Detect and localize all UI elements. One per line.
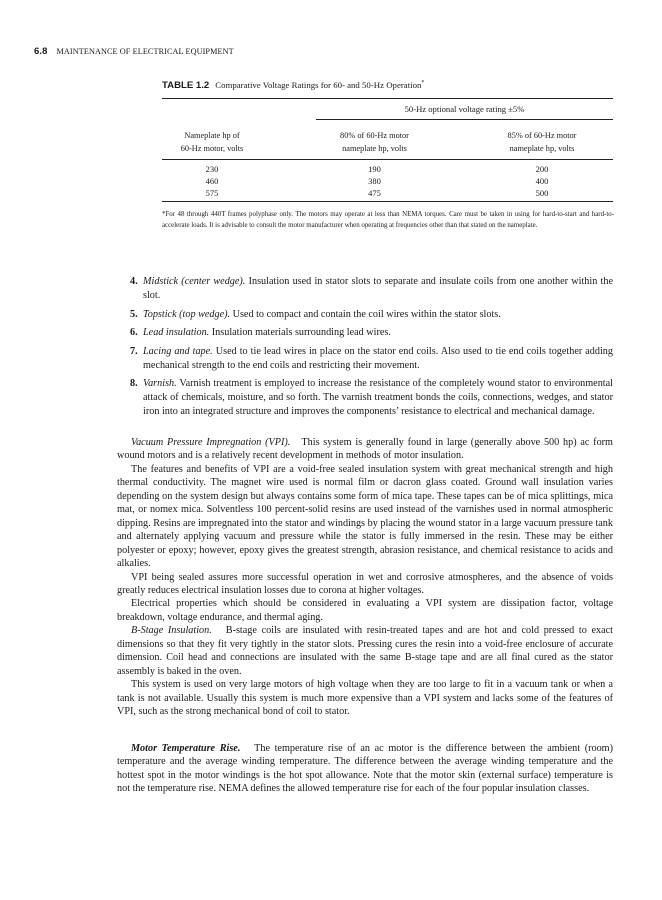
list-item-term: Lacing and tape. [143, 345, 213, 357]
list-item [131, 345, 613, 373]
section-heading: Motor Temperature Rise. [131, 743, 241, 754]
list-item [131, 308, 613, 322]
table-cell: 500 [535, 188, 549, 198]
list-item-number: 5. [130, 308, 138, 320]
table-cell: 200 [535, 164, 549, 174]
page-number: 6.8 [34, 46, 48, 57]
table-caption [162, 80, 424, 91]
paragraph: Electrical properties which should be considered in evaluating a VPI system are dissipation factor, voltage breakdown, voltage endurance, and thermal aging. [117, 598, 613, 623]
running-head [34, 46, 234, 57]
table-title: Comparative Voltage Ratings for 60- and 50-Hz Operation [215, 80, 422, 90]
section-heading: Vacuum Pressure Impregnation (VPI). [131, 437, 291, 448]
column-header-line: Nameplate hp of [184, 131, 240, 140]
paragraph-text: B-stage coils are insulated with resin-treated tapes and are hot and cold pressed to exact dimensions so that they fit very tightly in the stator slots. Pressing cures the resin into a void-free enclosure of accurate dimension. Coil head and connections are insulated with the same B-stage tape and are all final cured as the stator assembly is baked in the oven. [117, 625, 613, 677]
paragraph [117, 742, 613, 796]
temperature-rise-section [117, 742, 613, 796]
paragraph [117, 624, 613, 678]
table-cell: 190 [368, 164, 381, 174]
paragraph-text: The temperature rise of an ac motor is the difference between the ambient (room) temperature and the average winding temperature. The difference between the average winding temperature and the hottest spot in the motor windings is the hot spot allowance. Note that the motor skin (external surface) temperature is not the temperature rise. NEMA defines the allowed temperature rise for each of the four popular insulation classes. [117, 743, 613, 795]
column-header-line: nameplate hp, volts [342, 144, 407, 153]
list-item-text: Used to compact and contain the coil wires within the stator slots. [232, 308, 501, 320]
table-label: TABLE 1.2 [162, 80, 210, 91]
table-cell: 400 [535, 176, 549, 186]
list-item-number: 8. [130, 378, 138, 390]
column-header-line: nameplate hp, volts [509, 144, 575, 153]
table-bottom-rule [162, 201, 613, 202]
table-column-header [471, 129, 613, 155]
table-column-header [316, 129, 433, 155]
column-header-line: 60-Hz motor, volts [180, 144, 244, 153]
list-item-term: Topstick (top wedge). [143, 308, 231, 320]
table-top-rule [162, 98, 613, 99]
column-header-line: 80% of 60-Hz motor [340, 131, 409, 140]
list-item-term: Lead insulation. [143, 327, 210, 339]
list-item-term: Midstick (center wedge). [143, 276, 246, 287]
table-footnote: *For 48 through 440T frames polyphase only. The motors may operate at less than NEMA torques. Care must be taken in using for hard-to-start and hard-to-accelerate loads. It is advisable to consult the motor manufacturer when operating at frequencies other than that stated on the nameplate. [162, 211, 614, 230]
list-item-term: Varnish. [143, 378, 177, 390]
list-item-text: Varnish treatment is employed to increase the resistance of the completely wound stator to environmental attack of chemicals, moisture, and so forth. The varnish treatment bonds the coils, connections, wedges, and stator iron into an integrated structure and improves the components’ resistance to electrical and mechanical damage. [143, 378, 613, 418]
paragraph: This system is used on very large motors of high voltage when they are too large to fit in a vacuum tank or when a tank is not available. Usually this system is much more expensive than a VPI system and lacks some of the features of VPI, such as the strong mechanical bond of coil to stator. [117, 679, 613, 718]
table-group-rule [316, 119, 613, 120]
list-item [131, 275, 613, 303]
paragraph-text: This system is generally found in large (generally above 500 hp) ac form wound motors and is a relatively recent development in methods of motor insulation. [117, 437, 613, 462]
list-item-number: 6. [130, 327, 138, 339]
list-item-number: 4. [130, 276, 138, 287]
list-item-number: 7. [130, 345, 138, 357]
list-item-text: Used to tie lead wires in place on the stator end coils. Also used to tie end coils together adding mechanical strength to the end coils and restricting their movement. [143, 345, 613, 371]
table-cell: 475 [368, 188, 381, 198]
list-item-text: Insulation materials surrounding lead wires. [211, 327, 391, 339]
table-cell: 460 [205, 176, 219, 186]
table-cell: 230 [205, 164, 219, 174]
paragraph: The features and benefits of VPI are a void-free sealed insulation system with great mechanical strength and high thermal conductivity. The magnet wire used is normal film or dacron glass coated. Ground wall insulation varies depending on the system design but always contains some form of mica tape. These tapes can be of mica splittings, mica mat, or nomex mica. Solventless 100 percent-solid resins are used instead of the varnishes used in normal atmospheric dipping. Resins are impregnated into the stator and windings by placing the wound stator in a large vacuum pressure tank and alternately applying vacuum and pressure while the stator is fully immersed in the resin. These may be either polyester or epoxy; however, epoxy gives the greatest strength, abrasion resistance, and chemical resistance to acids and alkalies. [117, 463, 613, 570]
numbered-list [131, 275, 613, 424]
table-caption-marker: * [421, 80, 425, 87]
table-column-header [162, 129, 262, 155]
table-cell: 575 [205, 188, 219, 198]
table-group-header: 50-Hz optional voltage rating ±5% [404, 104, 525, 114]
paragraph: VPI being sealed assures more successful operation in wet and corrosive atmospheres, and the absence of voids greatly reduces electrical insulation losses due to corona at higher voltages. [117, 571, 613, 596]
column-header-line: 85% of 60-Hz motor [507, 131, 577, 140]
table-header-rule [162, 159, 613, 160]
vpi-section [117, 436, 613, 719]
chapter-title: MAINTENANCE OF ELECTRICAL EQUIPMENT [56, 47, 234, 56]
table-row [0, 187, 662, 200]
table-cell: 380 [368, 176, 381, 186]
section-heading: B-Stage Insulation. [131, 625, 212, 637]
paragraph [117, 436, 613, 463]
list-item [131, 326, 613, 340]
list-item-text: Insulation used in stator slots to separate and insulate coils from one another within the slot. [143, 276, 613, 302]
list-item [131, 377, 613, 419]
